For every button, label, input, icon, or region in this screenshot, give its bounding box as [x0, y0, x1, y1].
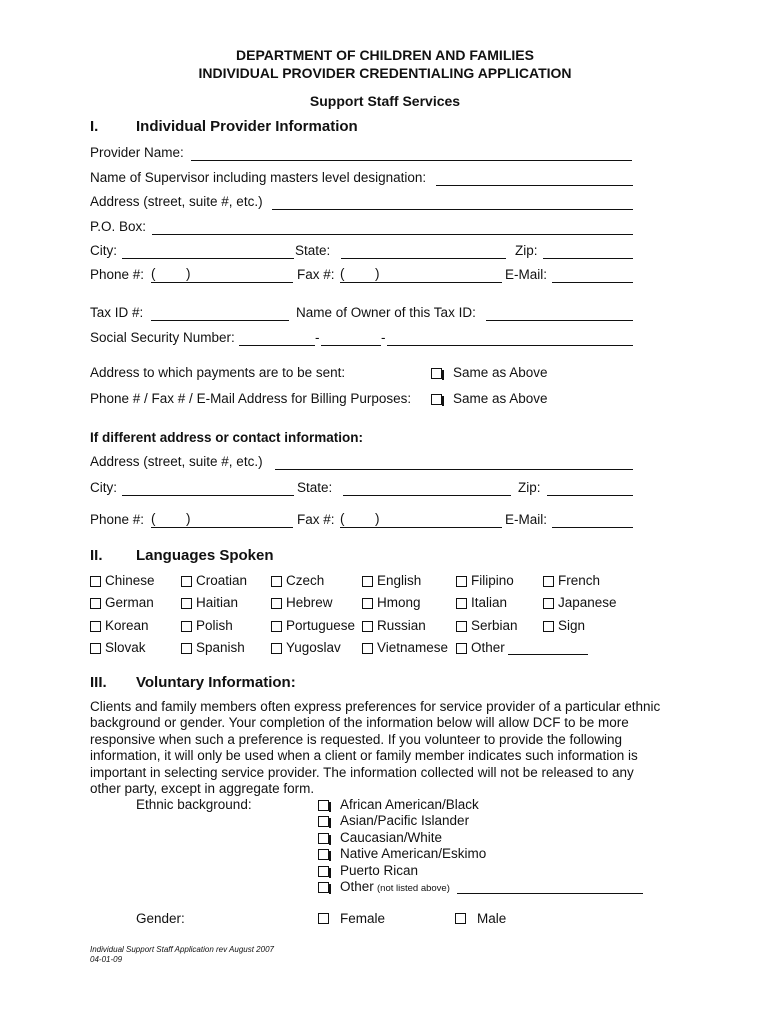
alt-address-label: Address (street, suite #, etc.) — [90, 454, 263, 469]
fax-area-paren-open: ( — [340, 266, 345, 281]
language-checkbox-other[interactable] — [456, 643, 467, 654]
payment-address-label: Address to which payments are to be sent: — [90, 365, 346, 380]
alt-email-label: E-Mail: — [505, 512, 548, 527]
payment-same-label: Same as Above — [453, 365, 548, 380]
language-checkbox-hebrew[interactable] — [271, 598, 282, 609]
phone-label: Phone #: — [90, 267, 145, 282]
footer-revision: Individual Support Staff Application rev August 2007 — [90, 945, 274, 954]
section-3-number: III. — [90, 674, 107, 691]
phone-field[interactable] — [151, 282, 293, 283]
billing-same-checkbox[interactable] — [431, 394, 442, 405]
gender-option-female: Female — [340, 911, 386, 926]
address-label: Address (street, suite #, etc.) — [90, 194, 263, 209]
voluntary-para-line-6: other party, except in aggregate form. — [90, 781, 315, 796]
po-box-field[interactable] — [152, 234, 633, 235]
alt-fax-paren-close: ) — [375, 511, 380, 526]
language-label-sign: Sign — [558, 618, 586, 633]
alt-zip-field[interactable] — [547, 495, 633, 496]
language-checkbox-yugoslav[interactable] — [271, 643, 282, 654]
ethnic-option-african-american: African American/Black — [340, 797, 479, 812]
fax-field[interactable] — [340, 282, 502, 283]
ssn-label: Social Security Number: — [90, 330, 235, 345]
section-1-title: Individual Provider Information — [136, 118, 358, 135]
tax-owner-label: Name of Owner of this Tax ID: — [296, 305, 476, 320]
alt-phone-label: Phone #: — [90, 512, 145, 527]
gender-label: Gender: — [136, 911, 185, 926]
language-checkbox-vietnamese[interactable] — [362, 643, 373, 654]
language-checkbox-haitian[interactable] — [181, 598, 192, 609]
zip-field[interactable] — [543, 258, 633, 259]
ethnic-background-label: Ethnic background: — [136, 797, 252, 812]
language-checkbox-croatian[interactable] — [181, 576, 192, 587]
language-label-german: German — [105, 595, 154, 610]
tax-id-field[interactable] — [151, 320, 289, 321]
ethnic-option-puerto-rican: Puerto Rican — [340, 863, 419, 878]
language-checkbox-french[interactable] — [543, 576, 554, 587]
language-label-filipino: Filipino — [471, 573, 514, 588]
language-checkbox-hmong[interactable] — [362, 598, 373, 609]
section-2-title: Languages Spoken — [136, 547, 274, 564]
gender-checkbox-male[interactable] — [455, 913, 466, 924]
footer-date: 04-01-09 — [90, 955, 123, 964]
provider-name-field[interactable] — [191, 160, 632, 161]
ethnic-option-other: Other — [340, 879, 374, 894]
language-checkbox-german[interactable] — [90, 598, 101, 609]
language-label-croatian: Croatian — [196, 573, 248, 588]
zip-label: Zip: — [515, 243, 538, 258]
supervisor-label: Name of Supervisor including masters level designation: — [90, 170, 427, 185]
ssn-dash-1: - — [315, 330, 320, 345]
form-subtitle: Support Staff Services — [309, 93, 461, 109]
ssn-field-part2[interactable] — [321, 345, 381, 346]
alt-state-field[interactable] — [343, 495, 511, 496]
language-checkbox-russian[interactable] — [362, 621, 373, 632]
voluntary-para-line-4: information, it will only be used when a client or family member indicates such information is — [90, 748, 638, 763]
ethnic-option-asian-pacific: Asian/Pacific Islander — [340, 813, 470, 828]
po-box-label: P.O. Box: — [90, 219, 147, 234]
language-label-czech: Czech — [286, 573, 325, 588]
fax-label: Fax #: — [297, 267, 335, 282]
ethnic-other-field[interactable] — [457, 893, 643, 894]
ethnic-checkbox-other[interactable] — [318, 882, 329, 893]
language-checkbox-japanese[interactable] — [543, 598, 554, 609]
language-checkbox-serbian[interactable] — [456, 621, 467, 632]
ethnic-option-caucasian: Caucasian/White — [340, 830, 443, 845]
state-label: State: — [295, 243, 331, 258]
supervisor-field[interactable] — [436, 185, 633, 186]
language-label-haitian: Haitian — [196, 595, 239, 610]
city-label: City: — [90, 243, 117, 258]
alt-phone-paren-close: ) — [186, 511, 191, 526]
alt-fax-label: Fax #: — [297, 512, 335, 527]
if-different-heading: If different address or contact information: — [90, 430, 364, 445]
gender-checkbox-female[interactable] — [318, 913, 329, 924]
phone-area-paren-close: ) — [186, 266, 191, 281]
language-checkbox-italian[interactable] — [456, 598, 467, 609]
voluntary-para-line-2: background or gender. Your completion of the information below will allow DCF to be more — [90, 715, 629, 730]
billing-same-label: Same as Above — [453, 391, 548, 406]
ethnic-checkbox-asian-pacific[interactable] — [318, 816, 329, 827]
ssn-dash-2: - — [381, 330, 386, 345]
city-field[interactable] — [122, 258, 294, 259]
ssn-field-part3[interactable] — [387, 345, 633, 346]
ssn-field-part1[interactable] — [239, 345, 315, 346]
alt-fax-field[interactable] — [340, 527, 502, 528]
language-checkbox-english[interactable] — [362, 576, 373, 587]
language-label-vietnamese: Vietnamese — [377, 640, 449, 655]
language-label-other: Other — [471, 640, 505, 655]
alt-city-field[interactable] — [122, 495, 294, 496]
language-label-english: English — [377, 573, 422, 588]
language-checkbox-polish[interactable] — [181, 621, 192, 632]
ethnic-checkbox-caucasian[interactable] — [318, 833, 329, 844]
language-label-spanish: Spanish — [196, 640, 245, 655]
alt-zip-label: Zip: — [518, 480, 541, 495]
ethnic-checkbox-african-american[interactable] — [318, 800, 329, 811]
billing-label: Phone # / Fax # / E-Mail Address for Billing Purposes: — [90, 391, 412, 406]
voluntary-para-line-3: responsive when such a preference is requested. If you volunteer to provide the following — [90, 732, 623, 747]
other-language-field[interactable] — [508, 654, 588, 655]
section-2-number: II. — [90, 547, 103, 564]
language-checkbox-korean[interactable] — [90, 621, 101, 632]
language-label-hebrew: Hebrew — [286, 595, 333, 610]
language-checkbox-spanish[interactable] — [181, 643, 192, 654]
alt-city-label: City: — [90, 480, 117, 495]
alt-phone-field[interactable] — [151, 527, 293, 528]
section-1-number: I. — [90, 118, 99, 135]
language-label-french: French — [558, 573, 601, 588]
ethnic-option-native-american: Native American/Eskimo — [340, 846, 487, 861]
gender-option-male: Male — [477, 911, 507, 926]
tax-owner-field[interactable] — [486, 320, 633, 321]
section-3-title: Voluntary Information: — [136, 674, 296, 691]
ethnic-checkbox-puerto-rican[interactable] — [318, 866, 329, 877]
state-field[interactable] — [341, 258, 506, 259]
voluntary-para-line-5: important in selecting service provider. The information collected will not be released to any — [90, 765, 634, 780]
language-label-korean: Korean — [105, 618, 149, 633]
language-label-italian: Italian — [471, 595, 508, 610]
voluntary-para-line-1: Clients and family members often express preferences for service provider of a particular ethnic — [90, 699, 661, 714]
language-checkbox-portuguese[interactable] — [271, 621, 282, 632]
language-label-slovak: Slovak — [105, 640, 146, 655]
address-field[interactable] — [272, 209, 633, 210]
ethnic-other-note: (not listed above) — [377, 883, 450, 894]
language-label-chinese: Chinese — [105, 573, 155, 588]
language-label-serbian: Serbian — [471, 618, 518, 633]
language-checkbox-chinese[interactable] — [90, 576, 101, 587]
email-field[interactable] — [552, 282, 633, 283]
language-checkbox-filipino[interactable] — [456, 576, 467, 587]
language-checkbox-czech[interactable] — [271, 576, 282, 587]
alt-state-label: State: — [297, 480, 333, 495]
tax-id-label: Tax ID #: — [90, 305, 144, 320]
fax-area-paren-close: ) — [375, 266, 380, 281]
language-checkbox-sign[interactable] — [543, 621, 554, 632]
language-label-yugoslav: Yugoslav — [286, 640, 341, 655]
language-label-polish: Polish — [196, 618, 233, 633]
form-title: INDIVIDUAL PROVIDER CREDENTIALING APPLICATION — [198, 65, 572, 81]
alt-email-field[interactable] — [552, 527, 633, 528]
alt-phone-paren-open: ( — [151, 511, 156, 526]
provider-name-label: Provider Name: — [90, 145, 184, 160]
phone-area-paren-open: ( — [151, 266, 156, 281]
email-label: E-Mail: — [505, 267, 548, 282]
alt-address-field[interactable] — [275, 469, 633, 470]
department-title: DEPARTMENT OF CHILDREN AND FAMILIES — [236, 47, 534, 63]
language-checkbox-slovak[interactable] — [90, 643, 101, 654]
language-label-portuguese: Portuguese — [286, 618, 356, 633]
language-label-japanese: Japanese — [558, 595, 617, 610]
alt-fax-paren-open: ( — [340, 511, 345, 526]
ethnic-checkbox-native-american[interactable] — [318, 849, 329, 860]
language-label-russian: Russian — [377, 618, 426, 633]
payment-same-checkbox[interactable] — [431, 368, 442, 379]
language-label-hmong: Hmong — [377, 595, 421, 610]
